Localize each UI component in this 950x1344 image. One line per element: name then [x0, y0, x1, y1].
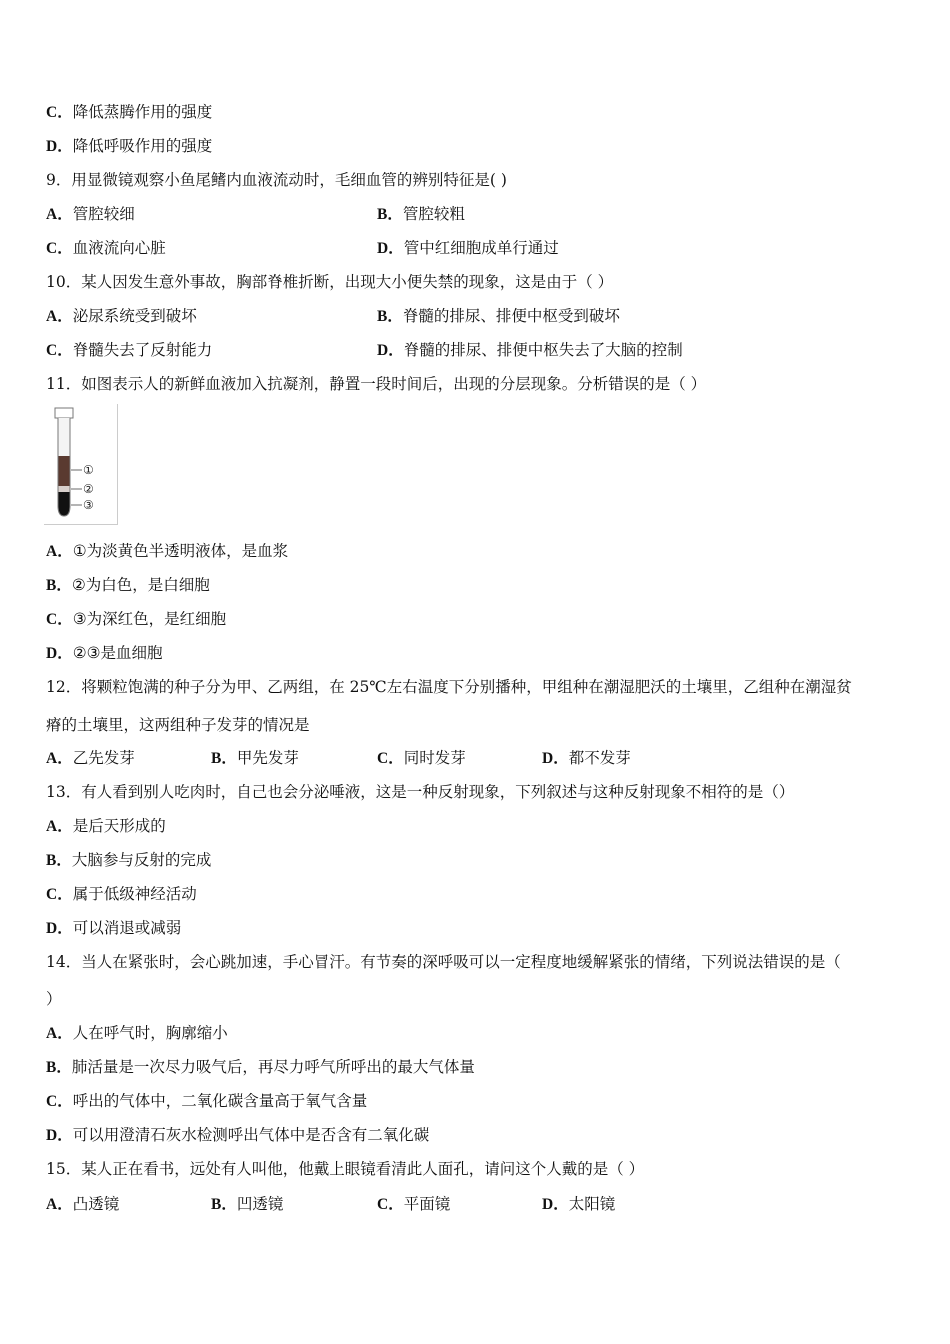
option-label: C． — [46, 611, 73, 628]
option-label: B． — [46, 1059, 72, 1076]
q14-option-c — [46, 1091, 367, 1112]
q15-option-d — [542, 1194, 615, 1215]
option-text: 乙先发芽 — [72, 749, 135, 767]
option-label: A． — [46, 543, 73, 560]
option-text: 甲先发芽 — [236, 749, 299, 767]
q11-option-b — [46, 575, 210, 596]
option-text: ②为白色，是白细胞 — [71, 576, 210, 594]
q9-option-b — [377, 204, 465, 225]
option-text: 脊髓的排尿、排便中枢受到破坏 — [402, 307, 620, 325]
option-text: 太阳镜 — [568, 1195, 616, 1213]
q12-option-a — [46, 748, 135, 769]
option-text: 脊髓的排尿、排便中枢失去了大脑的控制 — [403, 341, 683, 359]
q10-stem: 10．某人因发生意外事故，胸部脊椎折断，出现大小便失禁的现象，这是由于（ ） — [46, 273, 614, 291]
q9-option-a — [46, 204, 135, 225]
option-label: B． — [46, 852, 72, 869]
option-label: A． — [46, 308, 73, 325]
option-text: 同时发芽 — [403, 749, 466, 767]
option-label: A． — [46, 750, 73, 767]
figure-label-2: ② — [83, 482, 94, 496]
option-text: 血液流向心脏 — [72, 239, 166, 257]
option-text: 凹透镜 — [236, 1195, 284, 1213]
q12-option-b — [211, 748, 299, 769]
option-label: D． — [46, 920, 73, 937]
q13-stem: 13．有人看到别人吃肉时，自己也会分泌唾液，这是一种反射现象，下列叙述与这种反射现象不相符的是（） — [46, 783, 795, 801]
option-label: B． — [211, 1196, 237, 1213]
option-label: B． — [377, 206, 403, 223]
q15-option-b — [211, 1194, 283, 1215]
option-text: 肺活量是一次尽力吸气后，再尽力呼气所呼出的最大气体量 — [71, 1058, 475, 1076]
red-cell-layer — [59, 492, 70, 516]
option-text: ③为深红色，是红细胞 — [72, 610, 227, 628]
q14-stem-line-2: ） — [46, 990, 62, 1008]
q10-option-c — [46, 340, 212, 361]
q13-option-b — [46, 850, 211, 871]
q9-option-d — [377, 238, 559, 259]
option-label: C． — [377, 750, 404, 767]
option-text: 可以用澄清石灰水检测呼出气体中是否含有二氧化碳 — [72, 1126, 430, 1144]
q9-option-c — [46, 238, 166, 259]
option-text: 平面镜 — [403, 1195, 451, 1213]
q14-option-a — [46, 1023, 228, 1044]
option-text: 管腔较粗 — [402, 205, 465, 223]
test-tube-illustration — [44, 404, 117, 524]
option-text: 大脑参与反射的完成 — [71, 851, 212, 869]
option-label: D． — [377, 342, 404, 359]
option-label: C． — [46, 104, 73, 121]
q13-option-c — [46, 884, 197, 905]
option-text: 降低呼吸作用的强度 — [72, 137, 213, 155]
option-text: 属于低级神经活动 — [72, 885, 197, 903]
option-text: 人在呼气时，胸廓缩小 — [72, 1024, 228, 1042]
q10-option-d — [377, 340, 683, 361]
option-text: 是后天形成的 — [72, 817, 166, 835]
option-label: D． — [46, 1127, 73, 1144]
option-label: B． — [46, 577, 72, 594]
plasma-layer — [59, 456, 70, 486]
option-label: A． — [46, 1196, 73, 1213]
q8-option-c — [46, 102, 212, 123]
q15-stem: 15．某人正在看书，远处有人叫他，他戴上眼镜看清此人面孔，请问这个人戴的是（ ） — [46, 1160, 645, 1178]
q13-option-a — [46, 816, 166, 837]
option-text: 脊髓失去了反射能力 — [72, 341, 213, 359]
option-label: B． — [377, 308, 403, 325]
q14-stem-line-1: 14．当人在紧张时，会心跳加速，手心冒汗。有节奏的深呼吸可以一定程度地缓解紧张的情绪，下列说法错误的是（ — [46, 953, 841, 971]
option-label: D． — [542, 1196, 569, 1213]
option-text: 管中红细胞成单行通过 — [403, 239, 559, 257]
q10-option-b — [377, 306, 620, 327]
option-label: A． — [46, 818, 73, 835]
q9-stem: 9．用显微镜观察小鱼尾鳍内血液流动时，毛细血管的辨别特征是( ) — [46, 171, 507, 189]
option-label: D． — [46, 138, 73, 155]
option-label: D． — [377, 240, 404, 257]
q14-option-d — [46, 1125, 429, 1146]
q12-stem-line-1: 12．将颗粒饱满的种子分为甲、乙两组，在 25℃左右温度下分别播种，甲组种在潮湿肥沃的土壤里，乙组种在潮湿贫 — [46, 678, 852, 696]
option-label: C． — [46, 1093, 73, 1110]
tube-cap — [55, 408, 73, 418]
option-text: ①为淡黄色半透明液体，是血浆 — [72, 542, 289, 560]
option-text: 呼出的气体中，二氧化碳含量高于氧气含量 — [72, 1092, 368, 1110]
q11-option-c — [46, 609, 226, 630]
q15-option-a — [46, 1194, 119, 1215]
q11-option-d — [46, 643, 163, 664]
option-text: 可以消退或减弱 — [72, 919, 182, 937]
option-text: 管腔较细 — [72, 205, 135, 223]
q12-option-d — [542, 748, 631, 769]
figure-label-3: ③ — [83, 498, 94, 512]
q12-stem-line-2: 瘠的土壤里，这两组种子发芽的情况是 — [46, 716, 310, 734]
option-label: C． — [46, 342, 73, 359]
option-label: C． — [377, 1196, 404, 1213]
q12-option-c — [377, 748, 466, 769]
option-label: B． — [211, 750, 237, 767]
option-label: C． — [46, 240, 73, 257]
option-label: C． — [46, 886, 73, 903]
option-text: 凸透镜 — [72, 1195, 120, 1213]
q10-option-a — [46, 306, 197, 327]
option-label: A． — [46, 206, 73, 223]
option-text: 都不发芽 — [568, 749, 631, 767]
q8-option-d — [46, 136, 212, 157]
q11-option-a — [46, 541, 288, 562]
option-label: D． — [46, 645, 73, 662]
figure-label-1: ① — [83, 463, 94, 477]
test-tube-figure — [44, 404, 118, 525]
option-label: A． — [46, 1025, 73, 1042]
white-cell-layer — [59, 486, 70, 492]
q13-option-d — [46, 918, 181, 939]
q14-option-b — [46, 1057, 475, 1078]
option-text: ②③是血细胞 — [72, 644, 163, 662]
option-label: D． — [542, 750, 569, 767]
q15-option-c — [377, 1194, 450, 1215]
q11-stem: 11．如图表示人的新鲜血液加入抗凝剂，静置一段时间后，出现的分层现象。分析错误的是（ ） — [46, 375, 707, 393]
option-text: 泌尿系统受到破坏 — [72, 307, 197, 325]
option-text: 降低蒸腾作用的强度 — [72, 103, 213, 121]
